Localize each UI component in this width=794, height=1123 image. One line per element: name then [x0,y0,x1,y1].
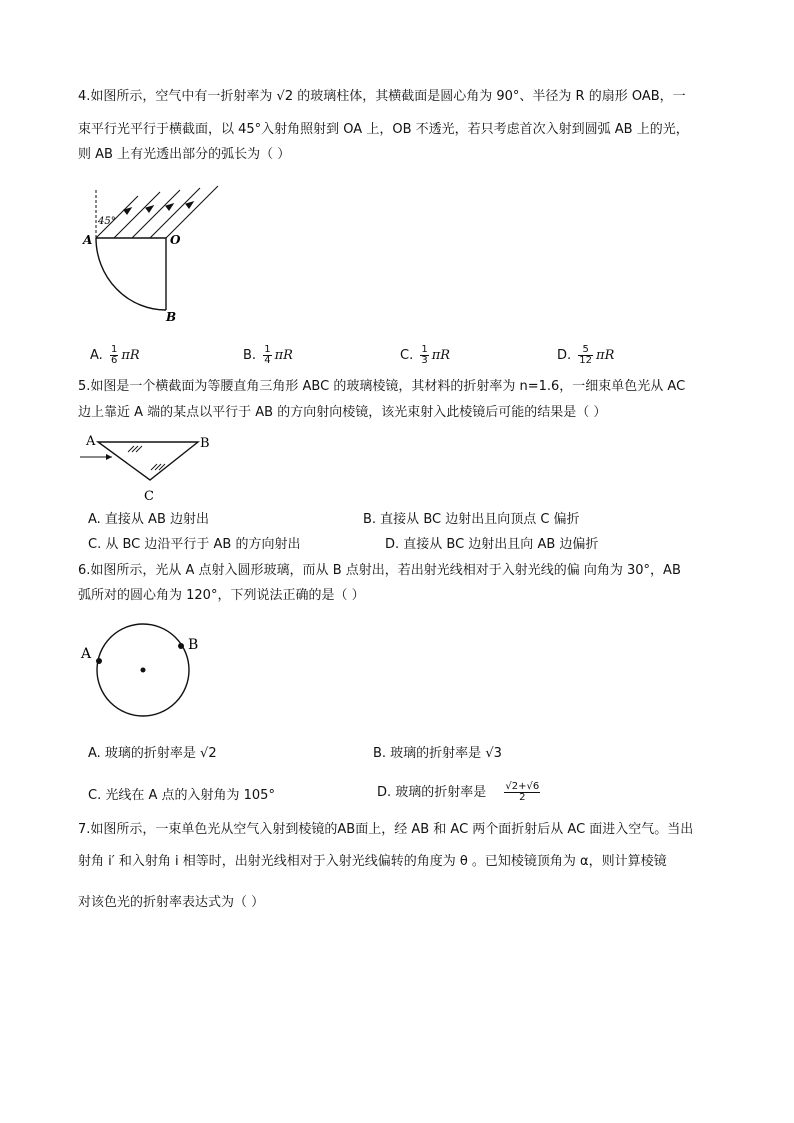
q6-option-c[interactable]: C. 光线在 A 点的入射角为 105° [88,788,275,803]
option-letter: C. [400,348,414,363]
q6-option-b[interactable]: B. 玻璃的折射率是 √3 [373,746,502,761]
fraction: $\frac{1}{6}$ [110,344,118,366]
q4-angle-label: 45° [98,216,116,227]
q5-label-a: A [86,434,96,449]
option-letter: D. [557,348,572,363]
q4-label-a: A [83,233,93,247]
q6-label-a: A [81,646,92,662]
q4-option-b[interactable]: B. $\frac{1}{4}$ πR [243,344,293,366]
fraction: $\frac{1}{4}$ [264,344,271,366]
q6-text-line-2: 弧所对的圆心角为 120°，下列说法正确的是（ ） [78,588,365,603]
q5-label-c: C [144,489,154,504]
q5-prism-figure [78,430,228,505]
option-letter: A. [90,348,103,363]
q7-text-line-1: 7.如图所示，一束单色光从空气入射到棱镜的AB面上，经 AB 和 AC 两个面折射后从 AC 面进入空气。当出 [78,822,694,837]
option-text: D. 玻璃的折射率是 [377,785,487,800]
fraction: $\frac{1}{3}$ [421,344,428,366]
q5-option-d[interactable]: D. 直接从 BC 边射出且向 AB 边偏折 [385,537,599,552]
q4-option-d[interactable]: D. $\frac{5}{12}$ πR [557,344,615,366]
q5-text-line-1: 5.如图是一个横截面为等腰直角三角形 ABC 的玻璃棱镜，其材料的折射率为 n=1.6，一细束单色光从 AC [78,379,686,394]
q6-label-b: B [188,637,199,653]
q6-circle-figure [78,620,218,725]
q4-label-o: O [170,233,181,247]
q5-text-line-2: 边上靠近 A 端的某点以平行于 AB 的方向射向棱镜，该光束射入此棱镜后可能的结果是（ ） [78,405,607,420]
q4-text-line-1: 4.如图所示，空气中有一折射率为 √2 的玻璃柱体，其横截面是圆心角为 90°、半径为 R 的扇形 OAB，一 [78,89,686,104]
q4-text-line-3: 则 AB 上有光透出部分的弧长为（ ） [78,147,291,162]
q4-label-b: B [166,310,177,324]
q4-sector-figure [78,180,238,330]
q7-text-line-3: 对该色光的折射率表达式为（ ） [78,895,265,910]
q5-option-b[interactable]: B. 直接从 BC 边射出且向顶点 C 偏折 [363,512,580,527]
fraction: $\frac{√2+√6}{2}$ [505,781,540,803]
q5-option-a[interactable]: A. 直接从 AB 边射出 [88,512,210,527]
q5-label-b: B [200,436,210,451]
q4-option-a[interactable]: A. $\frac{1}{6}$ πR [90,344,140,366]
q6-option-a[interactable]: A. 玻璃的折射率是 √2 [88,746,217,761]
q4-option-c[interactable]: C. $\frac{1}{3}$ πR [400,344,451,366]
q5-option-c[interactable]: C. 从 BC 边沿平行于 AB 的方向射出 [88,537,301,552]
option-letter: B. [243,348,257,363]
fraction: $\frac{5}{12}$ [579,344,593,366]
q4-text-line-2: 束平行光平行于横截面，以 45°入射角照射到 OA 上，OB 不透光，若只考虑首次入射到圆弧 AB 上的光， [78,122,689,137]
q6-text-line-1: 6.如图所示，光从 A 点射入圆形玻璃，而从 B 点射出，若出射光线相对于入射光线的偏 向角为 30°，AB [78,563,681,578]
q6-option-d[interactable] [377,782,543,803]
q7-text-line-2: 射角 i′ 和入射角 i 相等时，出射光线相对于入射光线偏转的角度为 θ 。已知棱镜顶角为 α，则计算棱镜 [78,854,667,869]
